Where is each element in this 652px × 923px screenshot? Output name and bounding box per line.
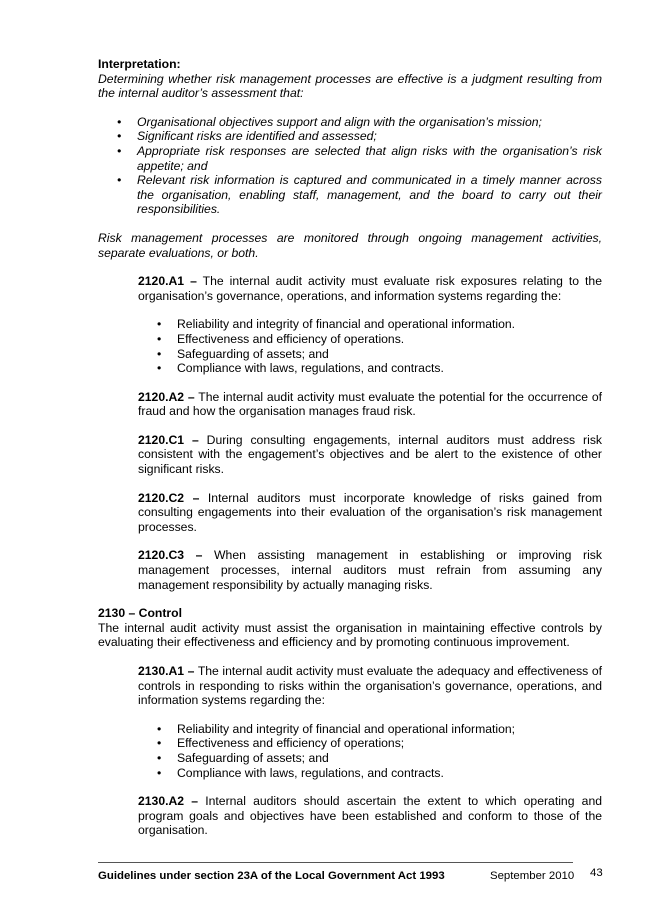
section-text: Internal auditors should ascertain the extent to which operating and program goals and objectives have been established and conform to those of the organisation. <box>138 794 603 838</box>
section-code: 2120.A2 – <box>138 389 195 404</box>
section-text: During consulting engagements, internal auditors must address risk consistent with the engagement’s objectives and be alert to the existence of other significant risks. <box>138 432 603 477</box>
bullet-list <box>98 317 602 375</box>
footer-divider <box>98 862 573 863</box>
section-2130-a1 <box>138 664 602 780</box>
section-2120-c1 <box>138 433 602 477</box>
list-item: • Effectiveness and efficiency of operations; <box>138 736 602 751</box>
interpretation-closing: Risk management processes are monitored through ongoing management activities, separate evaluations, or both. <box>98 230 602 260</box>
section-text: The internal audit activity must evaluate the adequacy and effectiveness of controls in responding to risks within the organisation’s governance, operations, and information systems regarding the: <box>138 664 603 708</box>
section-text: Internal auditors must incorporate knowledge of risks gained from consulting engagements into their evaluation of the organisation’s risk management processes. <box>138 490 602 534</box>
section-code: 2120.C2 – <box>138 490 200 505</box>
section-2120-c3 <box>138 548 602 592</box>
section-text: The internal audit activity must evaluate risk exposures relating to the organisation’s governance, operations, and information systems regarding the: <box>138 274 602 303</box>
list-item: • Reliability and integrity of financial and operational information. <box>138 317 602 332</box>
interpretation-bullet-list <box>98 115 602 217</box>
section-code: 2120.C3 – <box>138 548 203 563</box>
page-number: 43 <box>590 867 603 879</box>
list-item: • Safeguarding of assets; and <box>138 347 602 362</box>
section-code: 2130.A1 – <box>138 664 195 678</box>
section-2120-c2 <box>138 491 602 535</box>
list-item: • Safeguarding of assets; and <box>138 751 602 766</box>
list-item: • Relevant risk information is captured and communicated in a timely manner across the organisation, enabling staff, management, and the board to carry out their responsibilities. <box>98 173 602 217</box>
section-2130-a2 <box>138 794 602 838</box>
interpretation-heading: Interpretation: <box>98 57 181 71</box>
list-item: • Compliance with laws, regulations, and contracts. <box>138 766 602 781</box>
section-text: The internal audit activity must evaluate the potential for the occurrence of fraud and how the organisation manages fraud risk. <box>138 389 602 419</box>
list-item: • Compliance with laws, regulations, and contracts. <box>138 361 602 376</box>
section-code: 2120.C1 – <box>138 432 199 447</box>
section-2130-heading: 2130 – Control <box>98 606 182 621</box>
section-2120-a1 <box>138 274 602 376</box>
section-2130-text: The internal audit activity must assist the organisation in maintaining effective controls by evaluating their effectiveness and efficiency and by promoting continuous improvement. <box>98 620 602 650</box>
bullet-list <box>138 722 602 780</box>
section-text: When assisting management in establishing or improving risk management processes, internal auditors must refrain from assuming any management responsibility by actually managing risks. <box>138 548 602 592</box>
section-code: 2120.A1 – <box>138 274 197 289</box>
list-item: • Organisational objectives support and align with the organisation’s mission; <box>98 115 602 130</box>
section-2120-a2 <box>138 390 602 419</box>
list-item: • Significant risks are identified and assessed; <box>98 129 602 144</box>
page-footer <box>98 862 602 887</box>
page-body <box>98 57 602 838</box>
interpretation-intro: Determining whether risk management processes are effective is a judgment resulting from the internal auditor’s assessment that: <box>98 71 602 101</box>
list-item: • Effectiveness and efficiency of operations. <box>138 332 602 347</box>
footer-title: Guidelines under section 23A of the Local Government Act 1993 <box>98 870 445 882</box>
footer-date: September 2010 <box>490 870 575 882</box>
list-item: • Reliability and integrity of financial and operational information; <box>138 722 602 737</box>
section-code: 2130.A2 – <box>138 794 199 809</box>
list-item: • Appropriate risk responses are selected that align risks with the organisation’s risk appetite; and <box>98 144 602 173</box>
